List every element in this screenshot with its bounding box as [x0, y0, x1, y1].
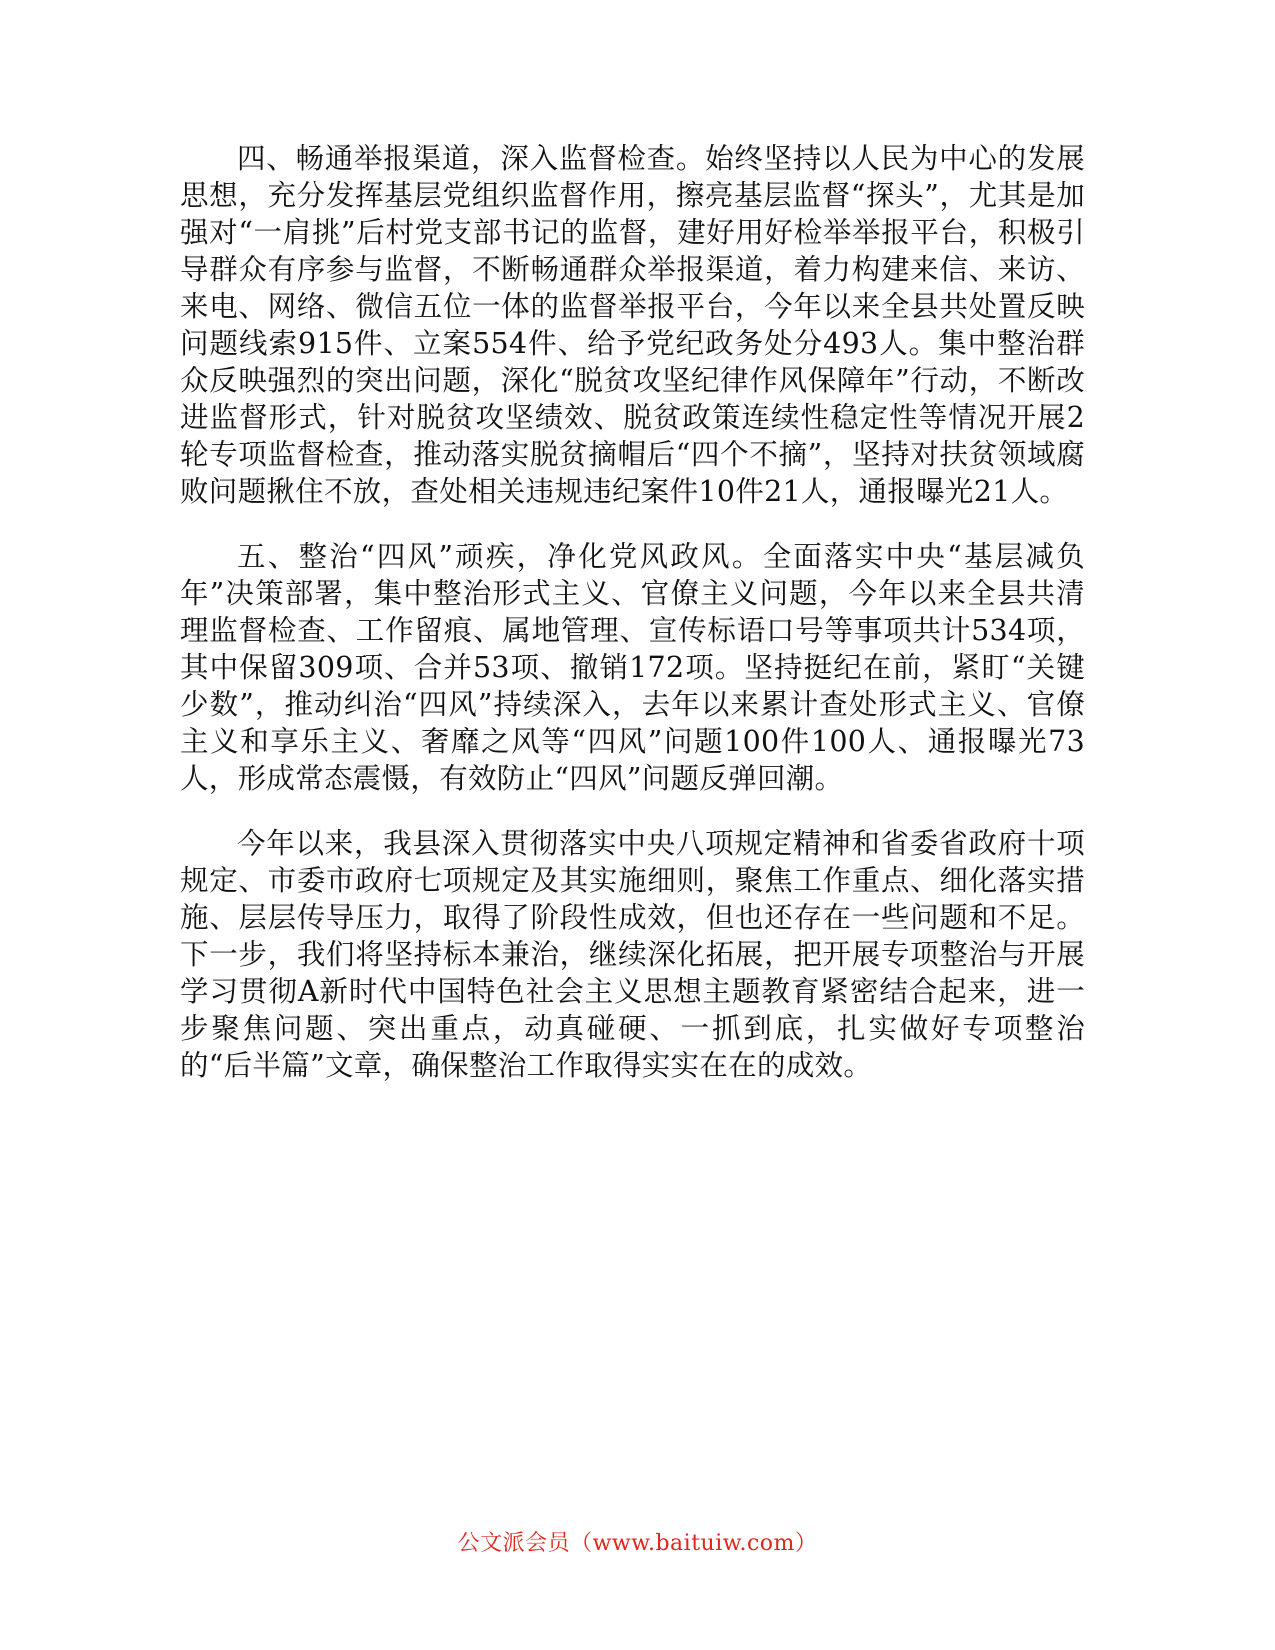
paragraph-section-five: 五、整治“四风”顽疾，净化党风政风。全面落实中央“基层减负年”决策部署，集中整治形式主义、官僚主义问题，今年以来全县共清理监督检查、工作留痕、属地管理、宣传标语口号等事项共计534项，其中保留309项、合并53项、撤销172项。坚持挺纪在前，紧盯“关键少数”，推动纠治“四风”持续深入，去年以来累计查处形式主义、官僚主义和享乐主义、奢靡之风等“四风”问题100件100人、通报曝光73人，形成常态震慑，有效防止“四风”问题反弹回潮。 — [180, 540, 1085, 795]
document-body — [180, 140, 1085, 1112]
footer-watermark: 公文派会员（www.baituiw.com） — [457, 1531, 818, 1556]
paragraph-conclusion: 今年以来，我县深入贯彻落实中央八项规定精神和省委省政府十项规定、市委市政府七项规定及其实施细则，聚焦工作重点、细化落实措施、层层传导压力，取得了阶段性成效，但也还存在一些问题和不足。下一步，我们将坚持标本兼治，继续深化拓展，把开展专项整治与开展学习贯彻A新时代中国特色社会主义思想主题教育紧密结合起来，进一步聚焦问题、突出重点，动真碰硬、一抓到底，扎实做好专项整治的“后半篇”文章，确保整治工作取得实实在在的成效。 — [180, 827, 1085, 1082]
paragraph-section-four: 四、畅通举报渠道，深入监督检查。始终坚持以人民为中心的发展思想，充分发挥基层党组织监督作用，擦亮基层监督“探头”，尤其是加强对“一肩挑”后村党支部书记的监督，建好用好检举举报平台，积极引导群众有序参与监督，不断畅通群众举报渠道，着力构建来信、来访、来电、网络、微信五位一体的监督举报平台，今年以来全县共处置反映问题线索915件、立案554件、给予党纪政务处分493人。集中整治群众反映强烈的突出问题，深化“脱贫攻坚纪律作风保障年”行动，不断改进监督形式，针对脱贫攻坚绩效、脱贫政策连续性稳定性等情况开展2轮专项监督检查，推动落实脱贫摘帽后“四个不摘”，坚持对扶贫领域腐败问题揪住不放，查处相关违规违纪案件10件21人，通报曝光21人。 — [180, 142, 1085, 508]
